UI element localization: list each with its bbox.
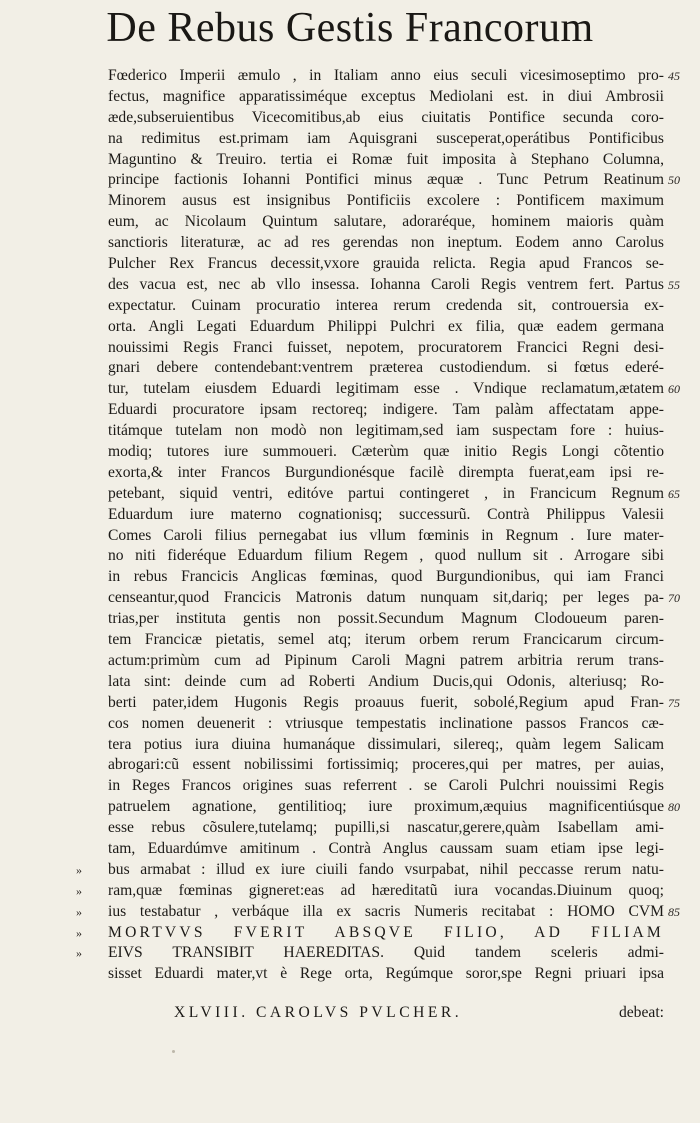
line-text: Pulcher Rex Francus decessit,vxore grauida relicta. Regia apud Francos se- xyxy=(108,255,664,273)
quotation-mark: » xyxy=(76,883,82,898)
line-number: 65 xyxy=(668,486,680,501)
line-text: abrogari:cũ essent nobilissimi fortissimiq; proceres,qui per matres, per auias, xyxy=(108,756,664,774)
line-text: na redimitus est.primam iam Aquisgrani susceperat,operátibus Pontificibus xyxy=(108,129,664,147)
catchword: debeat: xyxy=(618,1004,664,1021)
line-text: censeantur,quod Francicis Matronis datum nunquam sit,dariq; per leges pa- xyxy=(108,589,664,607)
text-line xyxy=(108,567,664,588)
line-text: in Reges Francos origines suas referrent . se Caroli Pulchri nouissimi Regis xyxy=(108,777,664,795)
text-line xyxy=(108,191,664,212)
line-text: tam, Eduardúmve amitinum . Contrà Anglus caussam suam etiam ipse legi- xyxy=(108,839,664,857)
text-line xyxy=(108,672,664,693)
text-line xyxy=(108,714,664,735)
line-text: æde,subseruientibus Vicecomitibus,ab eius ciuitatis Pontifice secunda coro- xyxy=(108,108,664,126)
text-line xyxy=(108,505,664,526)
quotation-mark: » xyxy=(76,946,82,961)
line-text: modiq; tutores iure summoueri. Cæterùm quæ initio Regis Longi cõtentio xyxy=(108,443,664,461)
text-line xyxy=(108,338,664,359)
text-line xyxy=(108,87,664,108)
line-text: Minorem ausus est insignibus Pontificiis excolere : Pontificem maximum xyxy=(108,192,664,210)
text-line xyxy=(76,860,664,881)
line-text: sanctioris literaturæ, ac ad res gerendas non ineptum. Eodem anno Carolus xyxy=(108,234,664,252)
line-text: sisset Eduardi mater,vt è Rege orta, Regúmque soror,spe Regni priuari ipsa xyxy=(108,965,664,983)
page-title: De Rebus Gestis Francorum xyxy=(106,5,594,51)
line-text: Eduardum iure materno cognationisq; successurũ. Contrà Philippus Valesii xyxy=(108,505,664,523)
line-text: esse rebus cõsulere,tutelamq; pupilli,si nascatur,gerere,quàm Isabellam ami- xyxy=(108,819,664,837)
line-text: trias,per instituta gentis non possit.Secundum Magnum Clodoueum paren- xyxy=(108,610,664,628)
text-line xyxy=(76,943,664,964)
text-line xyxy=(108,526,664,547)
line-text: ius testabatur , verbáque illa ex sacris Numeris recitabat : HOMO CVM xyxy=(108,902,664,920)
line-text: Maguntino & Treuiro. tertia ei Romæ fuit imposita à Stephano Columna, xyxy=(108,150,664,168)
line-text: principe factionis Iohanni Pontifici minus æquæ . Tunc Petrum Reatinum xyxy=(108,171,664,189)
line-text: nouissimi Regis Franci fuisset, nepotem, procuratorem Francici Regni desi- xyxy=(108,338,664,356)
line-text: tem Francicæ pietatis, semel atq; iterum orbem rerum Francicarum circum- xyxy=(108,631,664,649)
text-line xyxy=(108,546,664,567)
line-text: expectatur. Cuinam procuratio interea rerum credenda sit, controuersia ex- xyxy=(108,296,664,314)
line-text: tera potius iura diuina humanáque dissimulari, silereq;, quàm legem Salicam xyxy=(108,735,664,753)
line-number: 80 xyxy=(668,800,680,815)
quotation-mark: » xyxy=(76,925,82,940)
text-line xyxy=(108,964,664,985)
line-text: eum, ac Nicolaum Quintum salutare, adoraréque, hominem maioris quàm xyxy=(108,213,664,231)
line-text: exorta,& inter Francos Burgundionésque facilè dirempta fuerat,eam ipsi re- xyxy=(108,463,664,481)
line-text: Comes Caroli filius pernegabat ius vllum fœminis in Regnum . Iure mater- xyxy=(108,526,664,544)
text-line xyxy=(108,735,664,756)
text-line xyxy=(108,317,664,338)
line-number: 85 xyxy=(668,904,680,919)
line-text: titámque tutelam non modò non legitimam,sed iam suspectam fore : huius- xyxy=(108,422,664,440)
line-number: 60 xyxy=(668,382,680,397)
text-line xyxy=(108,358,664,379)
text-line xyxy=(108,797,680,818)
text-line xyxy=(108,776,664,797)
line-text: no niti fideréque Eduardum filium Regem , quod nullum sit . Arrogare sibi xyxy=(108,547,664,565)
text-line xyxy=(108,296,664,317)
body-text xyxy=(76,66,680,985)
text-line xyxy=(76,902,680,923)
page-footer xyxy=(108,1002,664,1024)
line-text: Eduardi procuratore ipsam rectoreq; indigere. Tam palàm affectatam appe- xyxy=(108,401,664,419)
text-line xyxy=(108,693,680,714)
line-number: 70 xyxy=(668,591,680,606)
text-line xyxy=(108,755,664,776)
line-text: berti pater,idem Hugonis Regis proauus fuerit, sobolé,Regium apud Fran- xyxy=(108,693,664,711)
text-line xyxy=(108,839,664,860)
text-line xyxy=(108,254,664,275)
line-text: fectus, magnifice apparatissiméque exceptus Mediolani est. in diui Ambrosii xyxy=(108,87,664,105)
text-line xyxy=(108,463,664,484)
line-text: cos nomen deuenerit : vtriusque tempestatis inclinatione passos Francos cæ- xyxy=(108,714,664,732)
line-text: lata sint: deinde cum ad Roberti Andium Ducis,qui Odonis, alteriusq; Ro- xyxy=(108,672,664,690)
line-text: petebant, siquid ventri, editóve partui contingeret , in Francicum Regnum xyxy=(108,484,664,502)
line-text: in rebus Francicis Anglicas fœminas, quod Burgundionibus, qui iam Franci xyxy=(108,568,664,586)
text-line xyxy=(108,212,664,233)
text-line xyxy=(108,379,680,400)
text-line xyxy=(108,630,664,651)
line-text: MORTVVS FVERIT ABSQVE FILIO, AD FILIAM xyxy=(108,923,664,941)
line-number: 50 xyxy=(668,173,680,188)
line-text: actum:primùm cum ad Pipinum Caroli Magni patrem arbitria rerum trans- xyxy=(108,651,664,669)
line-text: patruelem agnatione, gentilitioq; iure proximum,æquius magnificentiúsque xyxy=(108,798,664,816)
text-line xyxy=(76,881,664,902)
text-line xyxy=(108,233,664,254)
text-line xyxy=(108,588,680,609)
text-line xyxy=(108,818,664,839)
text-line xyxy=(108,150,664,171)
line-text: tur, tutelam eiusdem Eduardi legitimam esse . Vndique reclamatum,ætatem xyxy=(108,380,664,398)
line-text: des vacua est, nec ab vllo insessa. Iohanna Caroli Regis ventrem fert. Partus xyxy=(108,275,664,293)
text-line xyxy=(108,421,664,442)
text-line xyxy=(108,275,680,296)
text-line xyxy=(108,609,664,630)
line-text: gnari debere contendebant:ventrem præterea custodiendum. si fœtus ederé- xyxy=(108,359,664,377)
paper-speck xyxy=(172,1050,175,1053)
text-line xyxy=(108,442,664,463)
line-text: EIVS TRANSIBIT HAEREDITAS. Quid tandem sceleris admi- xyxy=(108,944,664,962)
text-line xyxy=(76,923,664,944)
line-text: orta. Angli Legati Eduardum Philippi Pulchri ex filia, quæ eadem germana xyxy=(108,317,664,335)
quotation-mark: » xyxy=(76,862,82,877)
line-number: 75 xyxy=(668,695,680,710)
line-number: 45 xyxy=(668,69,680,83)
line-text: Fœderico Imperii æmulo , in Italiam anno eius seculi vicesimoseptimo pro- xyxy=(108,67,664,84)
text-line xyxy=(108,484,680,505)
text-line xyxy=(108,129,664,150)
text-line xyxy=(108,108,664,129)
quotation-mark: » xyxy=(76,904,82,919)
line-number: 55 xyxy=(668,277,680,292)
line-text: ram,quæ fœminas gigneret:eas ad hæreditatũ iura vocandas.Diuinum quoq; xyxy=(108,881,664,899)
text-line xyxy=(108,66,680,87)
text-line xyxy=(108,170,680,191)
text-line xyxy=(108,400,664,421)
line-text: bus armabat : illud ex iure ciuili fando vsurpabat, nihil peccasse rerum natu- xyxy=(108,860,664,878)
running-head: XLVIII. CAROLVS PVLCHER. xyxy=(174,1004,463,1021)
text-line xyxy=(108,651,664,672)
